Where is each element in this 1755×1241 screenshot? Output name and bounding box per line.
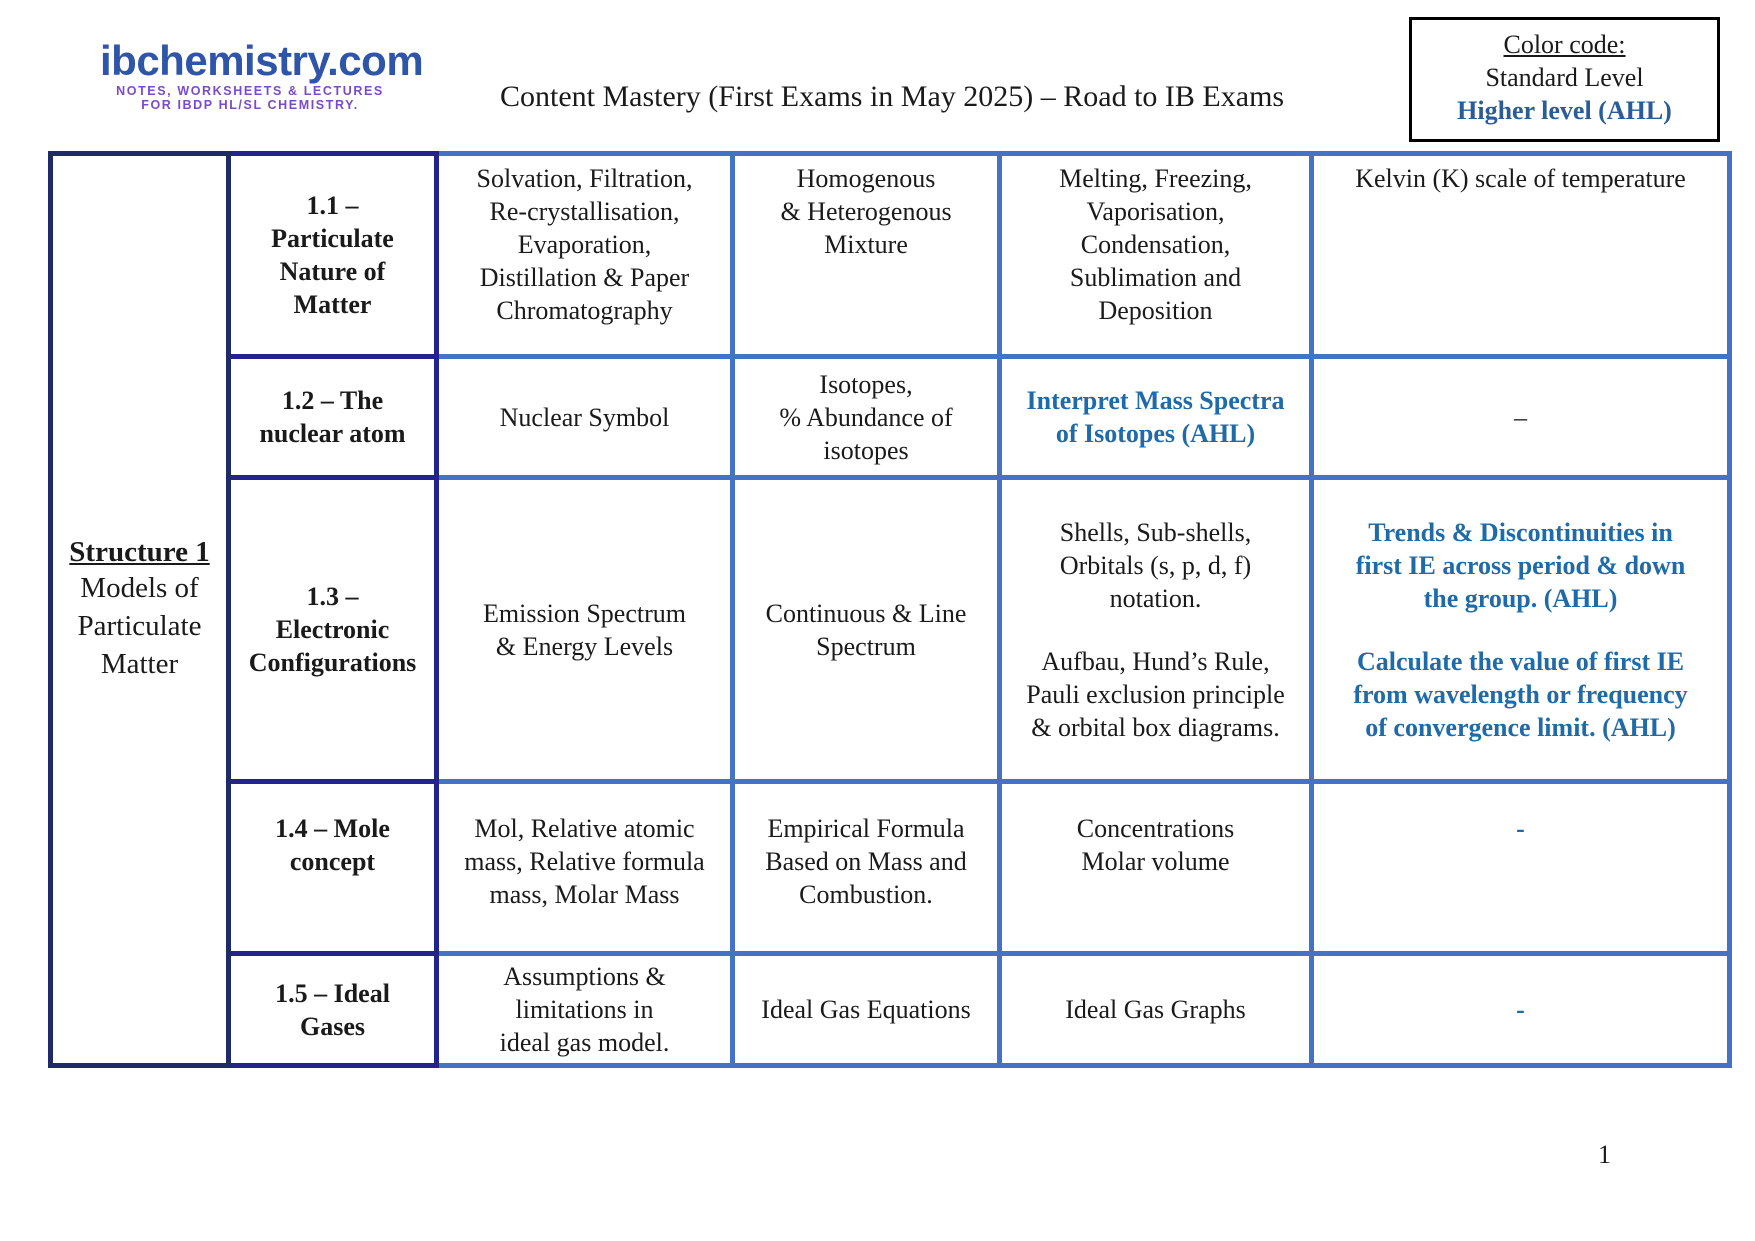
cell-line: Ideal Gas Graphs	[1065, 995, 1246, 1024]
cell-line: Based on Mass and	[765, 847, 967, 876]
cell-line: Emission Spectrum	[483, 598, 686, 628]
table-row	[51, 954, 1730, 1066]
cell-line: Molar volume	[1081, 847, 1230, 876]
cell-line: Re-crystallisation,	[489, 197, 680, 226]
table-row	[51, 782, 1730, 954]
cell-line: isotopes	[823, 435, 909, 465]
structure-name-line: Models of	[80, 572, 199, 604]
cell-line: Assumptions &	[503, 962, 666, 991]
content-cell-ahl	[1312, 478, 1730, 782]
cell-line: Chromatography	[496, 296, 673, 325]
structure-name-line: Matter	[100, 648, 179, 680]
content-cell	[1000, 154, 1312, 357]
content-cell	[437, 478, 733, 782]
cell-line: Ideal Gas Equations	[761, 995, 971, 1024]
cell-line: & Energy Levels	[495, 631, 674, 661]
cell-line: -	[1516, 995, 1525, 1024]
cell-line: -	[1516, 814, 1525, 843]
content-cell	[733, 782, 1000, 954]
table-row	[51, 154, 1730, 357]
cell-line: ideal gas model.	[499, 1028, 670, 1057]
content-cell-ahl	[1312, 954, 1730, 1066]
color-code-heading: Color code:	[1503, 30, 1626, 59]
cell-line: Continuous & Line	[765, 598, 967, 628]
cell-line: –	[1514, 402, 1527, 432]
structure-name-line: Particulate	[77, 610, 202, 642]
cell-line: Vaporisation,	[1086, 197, 1225, 226]
structure-heading: Structure 1	[69, 536, 210, 568]
cell-line: Sublimation and	[1069, 263, 1242, 292]
content-cell	[733, 357, 1000, 478]
cell-line: Nuclear Symbol	[499, 402, 670, 432]
cell-line: first IE across period & down	[1355, 550, 1686, 580]
content-cell	[733, 954, 1000, 1066]
cell-line: mass, Molar Mass	[489, 880, 680, 909]
cell-line: % Abundance of	[779, 402, 953, 432]
topic-line: Nature of	[279, 257, 386, 286]
table-row	[51, 357, 1730, 478]
topic-line: 1.1 –	[306, 191, 359, 220]
cell-line: of Isotopes (AHL)	[1055, 419, 1256, 448]
topic-line: concept	[289, 847, 376, 876]
cell-line: Mol, Relative atomic	[474, 814, 695, 843]
content-cell	[437, 154, 733, 357]
cell-line: Mixture	[824, 230, 908, 259]
cell-line: & orbital box diagrams.	[1031, 712, 1280, 742]
cell-line: Isotopes,	[819, 369, 913, 399]
cell-line: Concentrations	[1076, 814, 1235, 843]
cell-line: notation.	[1109, 583, 1202, 613]
topic-cell	[229, 357, 437, 478]
cell-line: Condensation,	[1080, 230, 1231, 259]
cell-line: mass, Relative formula	[464, 847, 705, 876]
content-cell	[1312, 154, 1730, 357]
topic-cell	[229, 954, 437, 1066]
content-cell	[1000, 478, 1312, 782]
topic-line: nuclear atom	[259, 419, 406, 448]
cell-line: Calculate the value of first IE	[1356, 646, 1685, 676]
content-table	[48, 151, 1732, 1068]
topic-line: Gases	[300, 1011, 365, 1041]
cell-line: Kelvin (K) scale of temperature	[1355, 164, 1686, 193]
cell-line: the group. (AHL)	[1423, 583, 1618, 613]
cell-line: Solvation, Filtration,	[476, 164, 693, 193]
topic-line: 1.2 – The	[281, 386, 384, 415]
logo-tagline-1: NOTES, WORKSHEETS & LECTURES	[116, 84, 384, 98]
page-title: Content Mastery (First Exams in May 2025) – Road to IB Exams	[500, 80, 1285, 113]
content-cell	[733, 478, 1000, 782]
page-number: 1	[1598, 1140, 1611, 1169]
cell-line: Interpret Mass Spectra	[1026, 386, 1285, 415]
cell-line: Melting, Freezing,	[1059, 164, 1252, 193]
topic-line: Configurations	[248, 648, 417, 677]
cell-line: Homogenous	[796, 164, 936, 193]
topic-cell	[229, 478, 437, 782]
topic-line: Matter	[293, 290, 372, 319]
cell-line: Spectrum	[816, 631, 916, 661]
ibchemistry-logo	[100, 38, 430, 112]
content-cell	[733, 154, 1000, 357]
cell-line: Empirical Formula	[767, 814, 965, 843]
cell-line: Combustion.	[799, 880, 933, 909]
content-cell	[437, 954, 733, 1066]
cell-line: Shells, Sub-shells,	[1059, 517, 1252, 547]
topic-line: 1.5 – Ideal	[275, 978, 390, 1008]
cell-line: Deposition	[1098, 296, 1213, 325]
color-code-standard: Standard Level	[1485, 63, 1644, 92]
logo-wordmark: ibchemistry.com	[100, 37, 424, 84]
content-cell	[437, 357, 733, 478]
content-cell-ahl	[1000, 357, 1312, 478]
topic-line: 1.3 –	[306, 582, 359, 611]
content-cell-ahl	[1312, 782, 1730, 954]
cell-line: Trends & Discontinuities in	[1368, 517, 1673, 547]
cell-line: from wavelength or frequency	[1353, 679, 1688, 709]
topic-cell	[229, 154, 437, 357]
color-code-higher: Higher level (AHL)	[1457, 96, 1672, 125]
content-cell	[437, 782, 733, 954]
table-row	[51, 478, 1730, 782]
cell-line: of convergence limit. (AHL)	[1365, 712, 1676, 742]
cell-spacer	[1008, 615, 1303, 645]
topic-cell	[229, 782, 437, 954]
cell-line: Orbitals (s, p, d, f)	[1059, 550, 1252, 580]
content-cell	[1000, 954, 1312, 1066]
cell-spacer	[1320, 615, 1721, 645]
cell-line: limitations in	[515, 995, 654, 1024]
content-cell	[1000, 782, 1312, 954]
cell-line: Aufbau, Hund’s Rule,	[1041, 646, 1270, 676]
cell-line: & Heterogenous	[780, 197, 952, 226]
topic-line: Particulate	[271, 224, 394, 253]
cell-line: Pauli exclusion principle	[1026, 679, 1285, 709]
cell-line: Distillation & Paper	[479, 263, 690, 292]
color-code-legend	[1409, 17, 1720, 142]
cell-line: Evaporation,	[517, 230, 652, 259]
logo-tagline-2: FOR IBDP HL/SL CHEMISTRY.	[141, 98, 359, 112]
structure-cell	[51, 154, 229, 1066]
content-cell	[1312, 357, 1730, 478]
topic-line: 1.4 – Mole	[275, 814, 390, 843]
topic-line: Electronic	[275, 615, 390, 644]
